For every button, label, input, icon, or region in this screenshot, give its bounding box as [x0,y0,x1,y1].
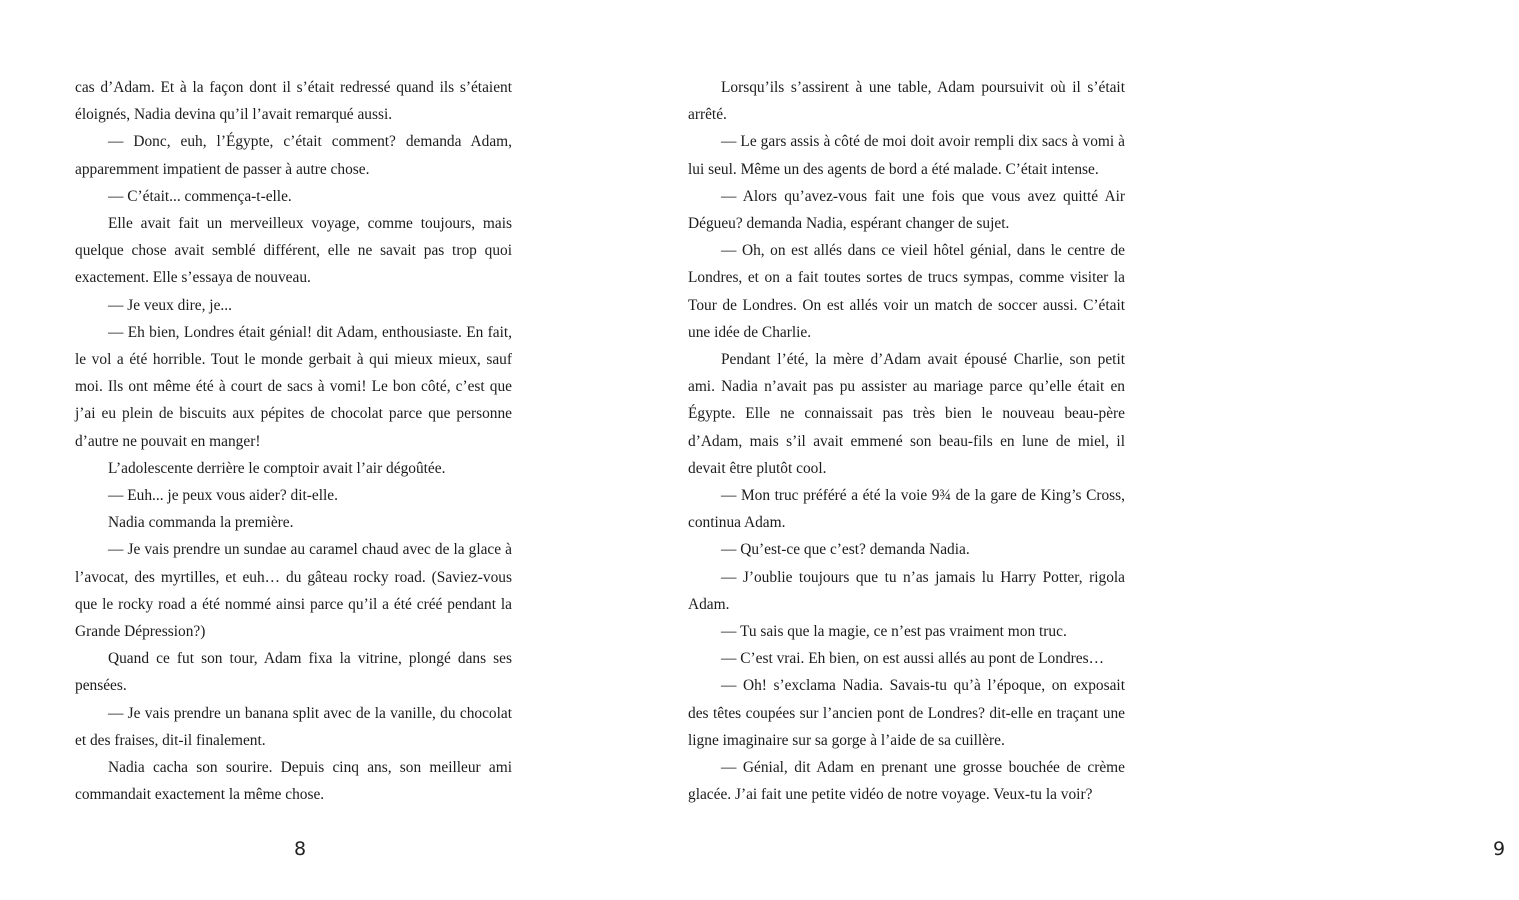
paragraph: Lorsqu’ils s’assirent à une table, Adam poursuivit où il s’était arrêté. [688,79,1125,124]
left-page-text [75,74,512,808]
paragraph: — Le gars assis à côté de moi doit avoir rempli dix sacs à vomi à lui seul. Même un des agents de bord a été malade. C’était intense. [688,133,1125,178]
paragraph: — C’est vrai. Eh bien, on est aussi allés au pont de Londres… [721,650,1104,668]
paragraph: — Tu sais que la magie, ce n’est pas vraiment mon truc. [721,623,1067,641]
paragraph: — Je veux dire, je... [108,296,232,314]
paragraph: — Je vais prendre un sundae au caramel chaud avec de la glace à l’avocat, des myrtilles, et euh… du gâteau rocky road. (Saviez-vous que le rocky road a été nommé ainsi parce qu’il a été créé pendant la Grande Dépression?) [75,541,512,641]
paragraph: — Eh bien, Londres était génial! dit Adam, enthousiaste. En fait, le vol a été horrible. Tout le monde gerbait à qui mieux mieux, sauf moi. Ils ont même été à court de sacs à vomi! Le bon côté, c’est que j’ai eu plein de biscuits aux pépites de chocolat parce que personne d’autre ne pouvait en manger! [75,323,512,450]
paragraph: Pendant l’été, la mère d’Adam avait épousé Charlie, son petit ami. Nadia n’avait pas pu assister au mariage parce qu’elle était en Égypte. Elle ne connaissait pas très bien le nouveau beau-père d’Adam, mais s’il avait emmené son beau-fils en lune de miel, il devait être plutôt cool. [688,351,1125,477]
paragraph: — Alors qu’avez-vous fait une fois que vous avez quitté Air Dégueu? demanda Nadia, espérant changer de sujet. [688,187,1125,233]
paragraph: — J’oublie toujours que tu n’as jamais lu Harry Potter, rigola Adam. [688,568,1125,613]
left-page [0,0,600,900]
page-number: 9 [1492,838,1506,860]
paragraph: L’adolescente derrière le comptoir avait l’air dégoûtée. [108,459,446,477]
paragraph: — Je vais prendre un banana split avec de la vanille, du chocolat et des fraises, dit-il finalement. [75,704,512,749]
paragraph: — Oh! s’exclama Nadia. Savais-tu qu’à l’époque, on exposait des têtes coupées sur l’ancien pont de Londres? dit-elle en traçant une ligne imaginaire sur sa gorge à l’aide de sa cuillère. [688,677,1125,749]
right-page [600,0,1506,900]
page-number: 8 [293,838,307,860]
paragraph: cas d’Adam. Et à la façon dont il s’était redressé quand ils s’étaient éloignés, Nadia devina qu’il l’avait remarqué aussi. [75,79,512,124]
paragraph: Elle avait fait un merveilleux voyage, comme toujours, mais quelque chose avait semblé différent, elle ne savait pas trop quoi exactement. Elle s’essaya de nouveau. [75,215,512,287]
paragraph: Nadia commanda la première. [108,514,294,532]
paragraph: — Qu’est-ce que c’est? demanda Nadia. [721,541,970,559]
paragraph: — Génial, dit Adam en prenant une grosse bouchée de crème glacée. J’ai fait une petite vidéo de notre voyage. Veux-tu la voir? [688,759,1125,804]
paragraph: — Oh, on est allés dans ce vieil hôtel génial, dans le centre de Londres, et on a fait toutes sortes de trucs sympas, comme visiter la Tour de Londres. On est allés voir un match de soccer aussi. C’était une idée de Charlie. [688,242,1125,341]
paragraph: — Mon truc préféré a été la voie 9¾ de la gare de King’s Cross, continua Adam. [688,487,1125,532]
paragraph: — C’était... commença-t-elle. [108,187,292,205]
paragraph: Nadia cacha son sourire. Depuis cinq ans, son meilleur ami commandait exactement la même chose. [75,759,512,804]
paragraph: — Euh... je peux vous aider? dit-elle. [108,487,338,505]
paragraph: Quand ce fut son tour, Adam fixa la vitrine, plongé dans ses pensées. [75,650,512,695]
paragraph: — Donc, euh, l’Égypte, c’était comment? demanda Adam, apparemment impatient de passer à autre chose. [75,133,512,178]
right-page-text [688,74,1125,808]
